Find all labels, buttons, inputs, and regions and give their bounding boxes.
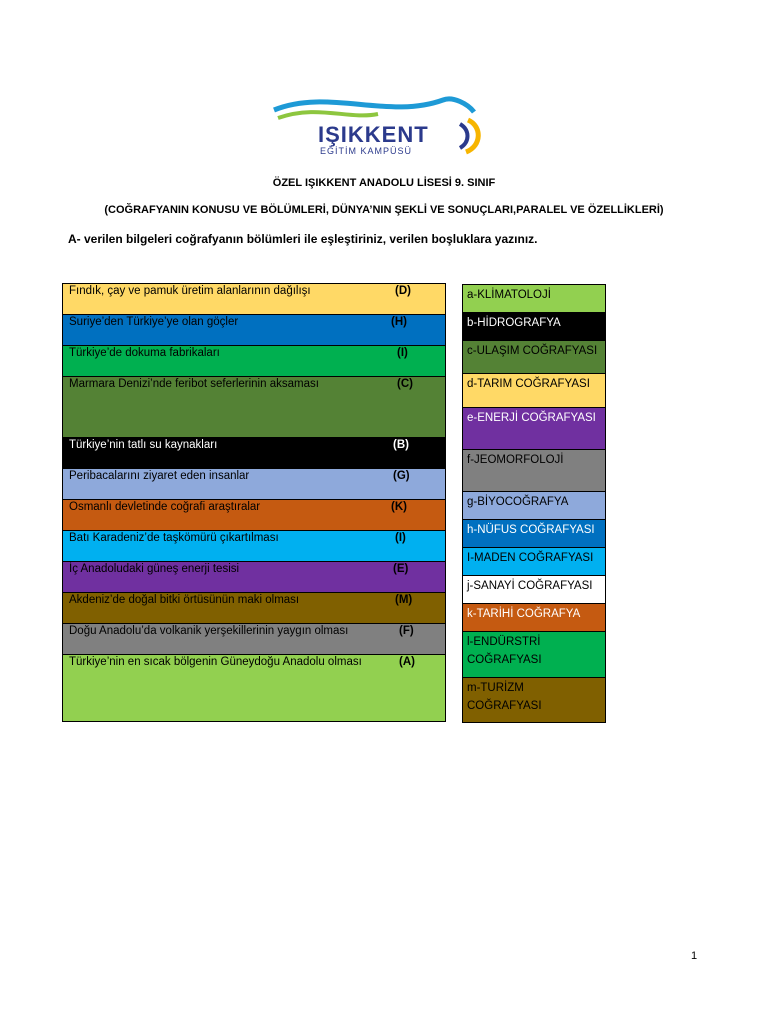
answer-letter: (B) <box>393 439 409 451</box>
branch-label: f-JEOMORFOLOJİ <box>467 454 564 466</box>
branch-row <box>463 604 605 632</box>
answer-letter: (G) <box>393 470 410 482</box>
branch-label: l-ENDÜRSTRİ COĞRAFYASI <box>467 636 542 666</box>
branch-row <box>463 678 605 722</box>
statement-text: Türkiye’nin en sıcak bölgenin Güneydoğu Anadolu olması <box>69 656 362 668</box>
branch-row <box>463 450 605 492</box>
statement-row <box>63 377 445 438</box>
statement-row <box>63 315 445 346</box>
statement-text: Türkiye’nin tatlı su kaynakları <box>69 439 218 451</box>
answer-letter: (H) <box>391 316 407 328</box>
instruction-text: A- verilen bilgeleri coğrafyanın bölümleri ile eşleştiriniz, verilen boşluklara yazınız. <box>68 232 538 246</box>
branch-row <box>463 285 605 313</box>
statement-text: Suriye’den Türkiye’ye olan göçler <box>69 316 239 328</box>
branches-table <box>462 284 606 723</box>
branch-label: a-KLİMATOLOJİ <box>467 289 551 301</box>
branch-label: h-NÜFUS COĞRAFYASI <box>467 524 595 536</box>
statement-row <box>63 469 445 500</box>
answer-letter: (D) <box>395 285 411 297</box>
branch-label: d-TARIM COĞRAFYASI <box>467 378 590 390</box>
statement-row <box>63 593 445 624</box>
statement-text: İç Anadoludaki güneş enerji tesisi <box>69 563 240 575</box>
branch-label: m-TURİZM COĞRAFYASI <box>467 682 542 712</box>
statement-row <box>63 562 445 593</box>
branch-row <box>463 576 605 604</box>
logo-name: IŞIKKENT <box>318 122 429 147</box>
statement-text: Doğu Anadolu’da volkanik yerşekillerinin yaygın olması <box>69 625 349 637</box>
branch-label: j-SANAYİ COĞRAFYASI <box>467 580 593 592</box>
page-number: 1 <box>691 950 698 962</box>
answer-letter: (M) <box>395 594 413 606</box>
document-title: ÖZEL IŞIKKENT ANADOLU LİSESİ 9. SINIF <box>272 177 496 189</box>
school-logo <box>268 90 494 162</box>
branch-label: I-MADEN COĞRAFYASI <box>467 552 594 564</box>
statement-row <box>63 284 445 315</box>
statement-row <box>63 531 445 562</box>
branch-row <box>463 374 605 408</box>
branch-row <box>463 520 605 548</box>
branch-label: b-HİDROGRAFYA <box>467 317 561 329</box>
answer-letter: (I) <box>395 532 406 544</box>
logo-graphic <box>268 90 494 162</box>
answer-letter: (F) <box>399 625 414 637</box>
branch-label: c-ULAŞIM COĞRAFYASI <box>467 345 598 357</box>
statement-row <box>63 624 445 655</box>
answer-letter: (K) <box>391 501 407 513</box>
branch-row <box>463 548 605 576</box>
answer-letter: (I) <box>397 347 408 359</box>
answer-letter: (C) <box>397 378 413 390</box>
branch-row <box>463 632 605 678</box>
branch-row <box>463 313 605 341</box>
statement-row <box>63 655 445 721</box>
statement-text: Marmara Denizi’nde feribot seferlerinin aksaması <box>69 378 319 390</box>
branch-row <box>463 341 605 374</box>
statement-row <box>63 438 445 469</box>
branch-row <box>463 408 605 450</box>
document-subtitle: (COĞRAFYANIN KONUSU VE BÖLÜMLERİ, DÜNYA’NIN ŞEKLİ VE SONUÇLARI,PARALEL VE ÖZELLİKLERİ) <box>104 204 664 216</box>
statement-text: Peribacalarını ziyaret eden insanlar <box>69 470 250 482</box>
branch-label: g-BİYOCOĞRAFYA <box>467 496 569 508</box>
branch-label: k-TARİHİ COĞRAFYA <box>467 608 581 620</box>
statement-row <box>63 346 445 377</box>
statements-table <box>62 283 446 722</box>
statement-text: Fındık, çay ve pamuk üretim alanlarının dağılışı <box>69 285 311 297</box>
statement-text: Batı Karadeniz’de taşkömürü çıkartılması <box>69 532 279 544</box>
statement-text: Akdeniz’de doğal bitki örtüsünün maki olması <box>69 594 300 606</box>
branch-row <box>463 492 605 520</box>
branch-label: e-ENERJİ COĞRAFYASI <box>467 412 596 424</box>
statement-text: Türkiye’de dokuma fabrikaları <box>69 347 220 359</box>
answer-letter: (E) <box>393 563 409 575</box>
statement-row <box>63 500 445 531</box>
logo-subtitle: EĞİTİM KAMPÜSÜ <box>320 146 413 156</box>
answer-letter: (A) <box>399 656 415 668</box>
statement-text: Osmanlı devletinde coğrafi araştıralar <box>69 501 261 513</box>
